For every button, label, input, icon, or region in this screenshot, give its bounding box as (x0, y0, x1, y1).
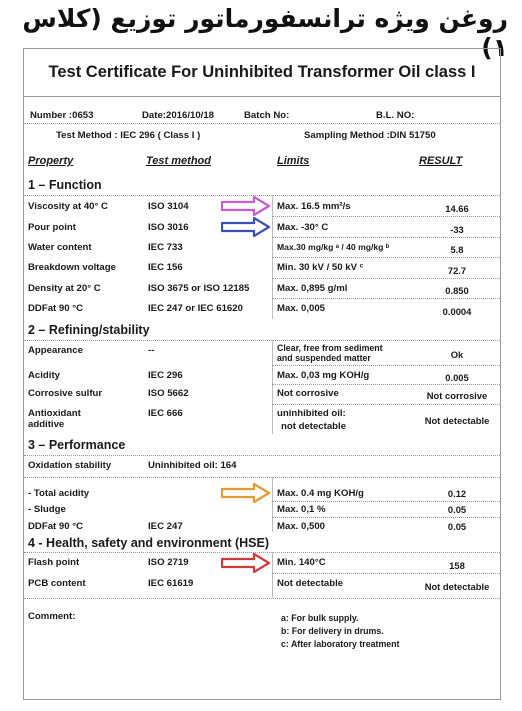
result-viscosity: 14.66 (445, 203, 469, 214)
divider (24, 96, 500, 97)
method-appearance: -- (148, 345, 155, 356)
method-ddf: IEC 247 or IEC 61620 (148, 303, 243, 314)
flash-point-arrow-shape (222, 554, 269, 572)
property-corrosive-sulfur: Corrosive sulfur (28, 388, 103, 399)
property-sludge: - Sludge (28, 504, 66, 515)
result-antioxidant: Not detectable (424, 415, 490, 426)
divider (24, 123, 500, 124)
property-antioxidant-line2: additive (28, 419, 65, 430)
property-acidity: Acidity (28, 370, 60, 381)
limit-antioxidant-line2: not detectable (281, 421, 347, 432)
limit-water: Max.30 mg/kg ᵃ / 40 mg/kg ᵇ (277, 242, 390, 252)
limit-density: Max. 0,895 g/ml (277, 283, 348, 294)
result-breakdown: 72.7 (447, 265, 467, 276)
method-breakdown: IEC 156 (148, 262, 183, 273)
comment-note-b: b: For delivery in drums. (281, 626, 384, 636)
viscosity-arrow-shape (222, 197, 269, 215)
section-hse: 4 - Health, safety and environment (HSE) (28, 536, 270, 550)
method-water: IEC 733 (148, 242, 183, 253)
property-density: Density at 20° C (28, 283, 101, 294)
property-water: Water content (28, 242, 92, 253)
certificate-date: Date:2016/10/18 (142, 110, 215, 121)
method-acidity: IEC 296 (148, 370, 183, 381)
header-test-method: Test method (146, 155, 211, 167)
property-total-acidity: - Total acidity (28, 488, 90, 499)
method-viscosity: ISO 3104 (148, 201, 189, 212)
pour-point-arrow-shape (222, 218, 269, 236)
property-ddf: DDFat 90 °C (28, 303, 84, 314)
bl-number: B.L. NO: (376, 110, 415, 121)
pour-point-arrow-icon (221, 217, 271, 237)
divider (24, 598, 500, 599)
limit-antioxidant-line1: uninhibited oil: (277, 408, 346, 419)
limit-appearance-line2: and suspended matter (277, 353, 371, 363)
batch-number: Batch No: (244, 110, 290, 121)
limit-flash-point: Min. 140°C (277, 557, 326, 568)
total-acidity-arrow-icon (221, 483, 271, 503)
total-acidity-arrow-shape (222, 484, 269, 502)
divider (24, 455, 500, 456)
section-refining: 2 – Refining/stability (28, 323, 150, 337)
method-pcb: IEC 61619 (148, 578, 194, 589)
result-ddf: 0.0004 (442, 306, 472, 317)
method-corrosive-sulfur: ISO 5662 (148, 388, 189, 399)
divider (272, 257, 500, 258)
method-flash-point: ISO 2719 (148, 557, 189, 568)
section-function: 1 – Function (28, 178, 102, 192)
divider (272, 404, 500, 405)
sampling-method-info: Sampling Method :DIN 51750 (304, 130, 436, 141)
result-corrosive-sulfur: Not corrosive (426, 390, 488, 401)
property-pour-point: Pour point (28, 222, 76, 233)
certificate-card (23, 48, 501, 700)
result-total-acidity: 0.12 (447, 488, 467, 499)
certificate-number: Number :0653 (30, 110, 94, 121)
result-pour-point: -33 (450, 224, 464, 235)
divider (272, 384, 500, 385)
result-water: 5.8 (450, 244, 464, 255)
certificate-title: Test Certificate For Uninhibited Transformer Oil class I (48, 63, 476, 81)
result-pcb: Not detectable (424, 581, 490, 592)
limit-pour-point: Max. -30° C (277, 222, 329, 233)
persian-title: روغن ویژه ترانسفورماتور توزیع (کلاس ۱) (22, 4, 508, 62)
header-result: RESULT (419, 155, 463, 167)
limit-acidity: Max. 0,03 mg KOH/g (277, 370, 370, 381)
limit-viscosity: Max. 16.5 mm²/s (277, 201, 351, 212)
divider (272, 365, 500, 366)
limit-appearance-line1: Clear, free from sediment (277, 343, 383, 353)
header-property: Property (28, 155, 74, 167)
method-density: ISO 3675 or ISO 12185 (148, 283, 250, 294)
divider (272, 298, 500, 299)
section-performance: 3 – Performance (28, 438, 126, 452)
method-antioxidant: IEC 666 (148, 408, 183, 419)
comment-label: Comment: (28, 611, 76, 622)
limit-ddf-2: Max. 0,500 (277, 521, 326, 532)
result-appearance: Ok (450, 349, 464, 360)
property-viscosity: Viscosity at 40° C (28, 201, 108, 212)
divider (272, 501, 500, 502)
method-pour-point: ISO 3016 (148, 222, 189, 233)
property-ddf-2: DDFat 90 °C (28, 521, 84, 532)
property-antioxidant-line1: Antioxidant (28, 408, 81, 419)
divider (272, 216, 500, 217)
property-appearance: Appearance (28, 345, 83, 356)
limit-corrosive-sulfur: Not corrosive (277, 388, 339, 399)
limit-total-acidity: Max. 0.4 mg KOH/g (277, 488, 364, 499)
result-ddf-2: 0.05 (447, 521, 467, 532)
flash-point-arrow-icon (221, 553, 271, 573)
property-oxidation-stability: Oxidation stability (28, 460, 112, 471)
divider (272, 237, 500, 238)
result-density: 0.850 (445, 285, 469, 296)
result-acidity: 0.005 (445, 372, 469, 383)
divider (272, 517, 500, 518)
limit-ddf: Max. 0,005 (277, 303, 326, 314)
limit-breakdown: Min. 30 kV / 50 kV ᶜ (277, 262, 364, 273)
test-method-info: Test Method : IEC 296 ( Class I ) (56, 130, 201, 141)
limit-pcb: Not detectable (277, 578, 344, 589)
result-sludge: 0.05 (447, 504, 467, 515)
property-pcb: PCB content (28, 578, 86, 589)
comment-note-a: a: For bulk supply. (281, 613, 359, 623)
result-flash-point: 158 (449, 560, 465, 571)
header-limits: Limits (277, 155, 310, 167)
divider (272, 278, 500, 279)
property-flash-point: Flash point (28, 557, 80, 568)
method-oxidation-stability: Uninhibited oil: 164 (148, 460, 237, 471)
divider (272, 573, 500, 574)
property-breakdown: Breakdown voltage (28, 262, 116, 273)
limit-sludge: Max. 0,1 % (277, 504, 326, 515)
comment-note-c: c: After laboratory treatment (281, 639, 400, 649)
viscosity-arrow-icon (221, 196, 271, 216)
method-ddf-2: IEC 247 (148, 521, 183, 532)
